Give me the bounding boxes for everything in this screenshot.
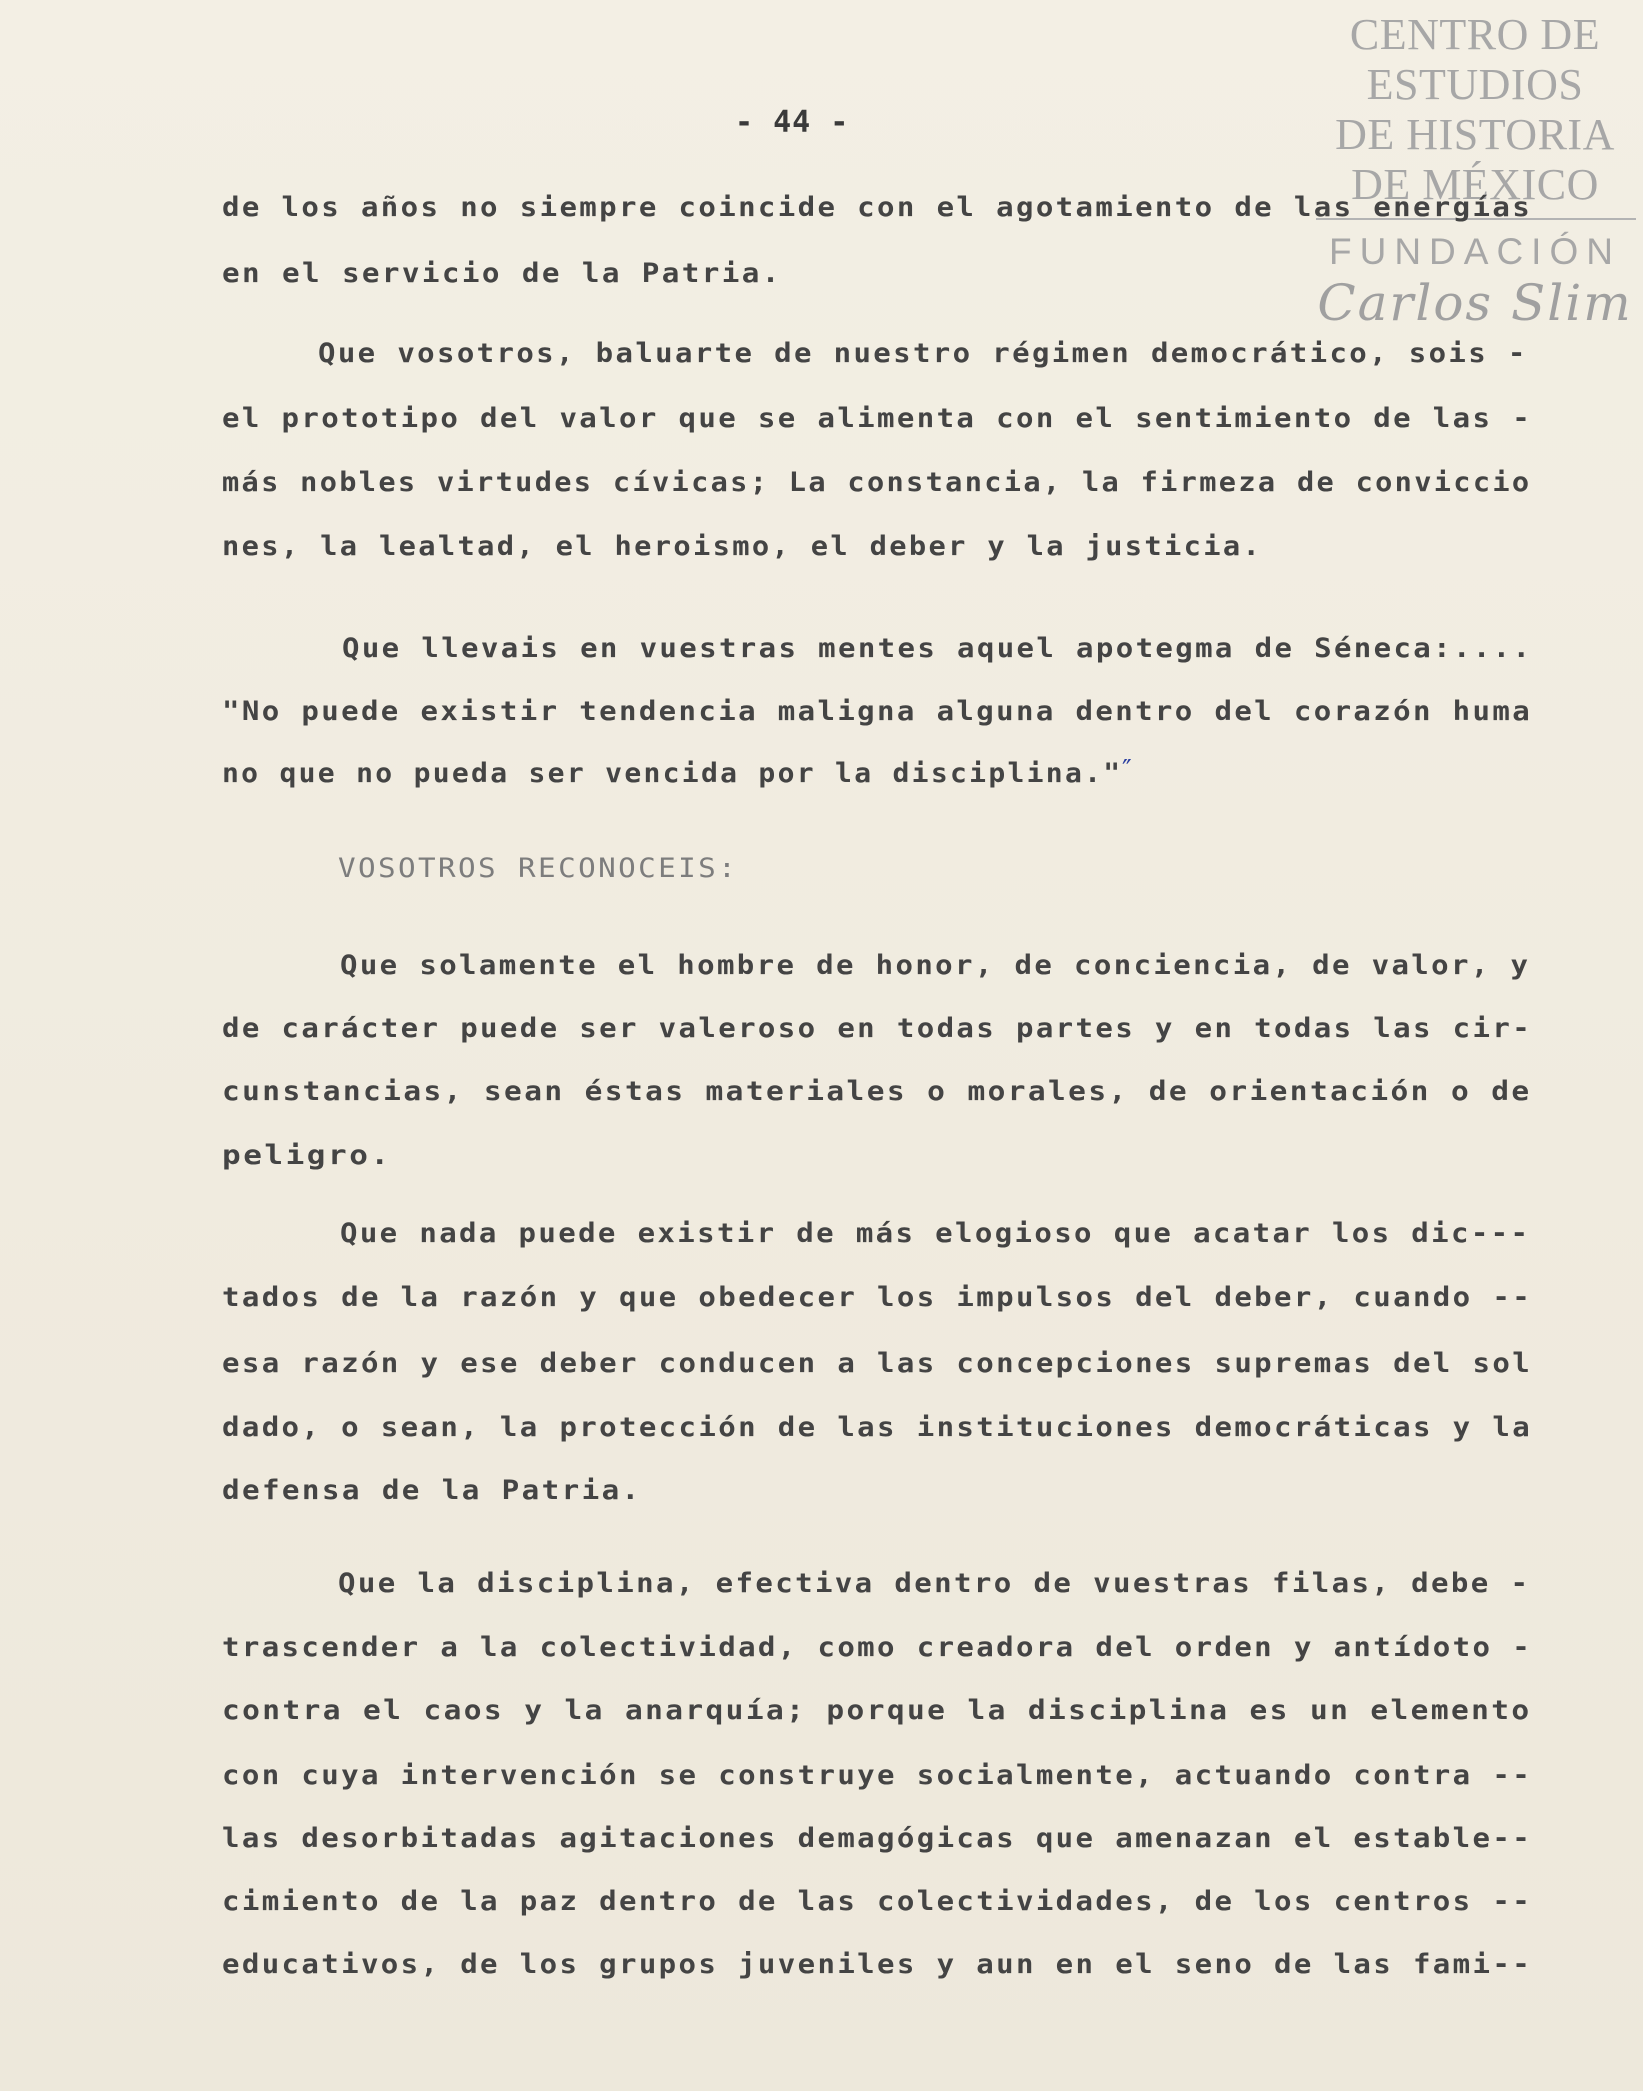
watermark-signature: Carlos Slim <box>1317 274 1633 332</box>
text-line: no que no pueda ser vencida por la disciplina." <box>222 758 1123 789</box>
page-number: - 44 - <box>735 105 850 140</box>
text-line: Que llevais en vuestras mentes aquel apotegma de Séneca:.... <box>342 633 1533 664</box>
watermark-foundation: FUNDACIÓN <box>1329 231 1621 272</box>
text-line: Que la disciplina, efectiva dentro de vuestras filas, debe - <box>338 1568 1531 1599</box>
text-line: el prototipo del valor que se alimenta con el sentimiento de las - <box>222 403 1533 434</box>
text-line: contra el caos y la anarquía; porque la disciplina es un elemento <box>222 1695 1532 1726</box>
text-line: de carácter puede ser valeroso en todas partes y en todas las cir- <box>222 1013 1533 1044</box>
text-line: en el servicio de la Patria. <box>222 258 782 289</box>
text-line: de los años no siempre coincide con el agotamiento de las energías <box>222 192 1533 223</box>
text-line: esa razón y ese deber conducen a las concepciones supremas del sol <box>222 1348 1533 1379</box>
watermark-line-3: DE HISTORIA <box>1335 110 1615 159</box>
text-line: Que nada puede existir de más elogioso que acatar los dic--- <box>340 1218 1531 1249</box>
text-line: trascender a la colectividad, como creadora del orden y antídoto - <box>222 1632 1533 1663</box>
text-line: educativos, de los grupos juveniles y aun en el seno de las fami-- <box>222 1949 1533 1980</box>
text-line: dado, o sean, la protección de las instituciones democráticas y la <box>222 1412 1533 1443</box>
text-line: cimiento de la paz dentro de las colectividades, de los centros -- <box>222 1886 1533 1917</box>
text-line: defensa de la Patria. <box>222 1475 642 1506</box>
text-line: Que solamente el hombre de honor, de conciencia, de valor, y <box>340 950 1531 981</box>
text-line: Que vosotros, baluarte de nuestro régimen democrático, sois - <box>318 338 1528 369</box>
text-line: las desorbitadas agitaciones demagógicas que amenazan el estable-- <box>222 1823 1533 1854</box>
text-line: peligro. <box>222 1140 392 1171</box>
ink-correction-mark: ″ <box>1122 755 1132 785</box>
watermark-line-1: CENTRO DE <box>1349 10 1601 59</box>
text-line: nes, la lealtad, el heroismo, el deber y la justicia. <box>222 531 1263 562</box>
archive-watermark <box>1310 10 1640 332</box>
section-heading: VOSOTROS RECONOCEIS: <box>338 853 739 884</box>
text-line: más nobles virtudes cívicas; La constancia, la firmeza de conviccio <box>222 467 1532 498</box>
watermark-line-4: DE MÉXICO <box>1351 160 1599 209</box>
text-line: con cuya intervención se construye socialmente, actuando contra -- <box>222 1760 1533 1791</box>
text-line: "No puede existir tendencia maligna alguna dentro del corazón huma <box>222 696 1533 727</box>
text-line: cunstancias, sean éstas materiales o morales, de orientación o de <box>222 1076 1532 1107</box>
text-line: tados de la razón y que obedecer los impulsos del deber, cuando -- <box>222 1282 1533 1313</box>
watermark-line-2: ESTUDIOS <box>1366 60 1584 109</box>
